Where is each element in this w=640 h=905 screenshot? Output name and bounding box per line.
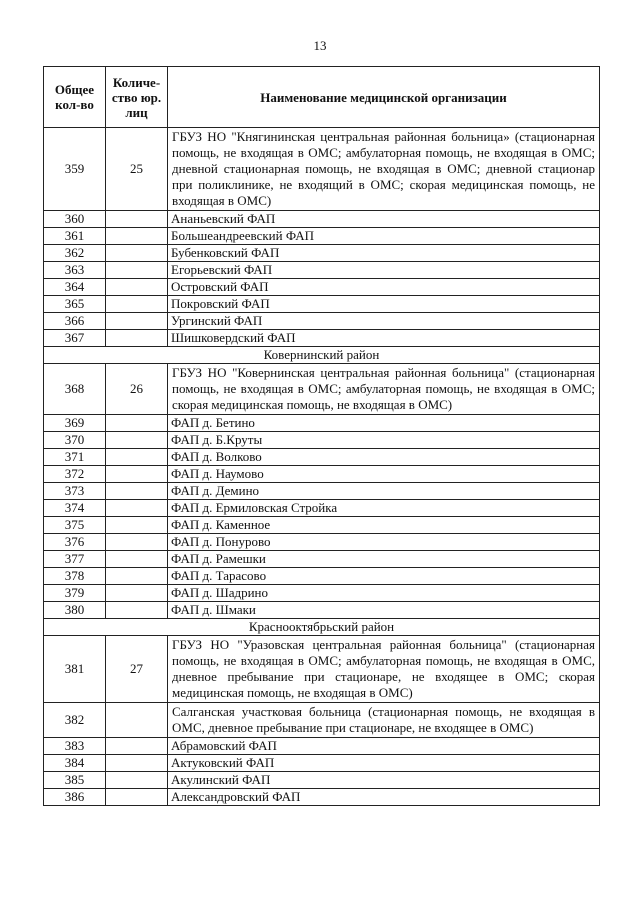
organization-name: ФАП д. Шмаки — [168, 602, 600, 619]
organization-name: Салганская участковая больница (стационарная помощь, не входящая в ОМС, дневное пребывание при стационаре, не входящее в ОМС) — [168, 703, 600, 738]
district-row — [44, 347, 600, 364]
organization-name: Актуковский ФАП — [168, 755, 600, 772]
table-row — [44, 364, 600, 415]
legal-entity-count — [106, 432, 168, 449]
table-row — [44, 211, 600, 228]
legal-entity-count: 25 — [106, 128, 168, 211]
table-row — [44, 636, 600, 703]
organization-name: Ургинский ФАП — [168, 313, 600, 330]
row-number: 379 — [44, 585, 106, 602]
table-row — [44, 262, 600, 279]
row-number: 362 — [44, 245, 106, 262]
row-number: 378 — [44, 568, 106, 585]
legal-entity-count — [106, 738, 168, 755]
row-number: 367 — [44, 330, 106, 347]
legal-entity-count — [106, 551, 168, 568]
table-row — [44, 245, 600, 262]
organization-name: ГБУЗ НО "Уразовская центральная районная больница" (стационарная помощь, не входящая в ОМС; амбулаторная помощь, не входящая в ОМС, дневное пребывание при стационаре, не входящее в ОМС; скорая медицинская помощь, не входящая в ОМС) — [168, 636, 600, 703]
row-number: 382 — [44, 703, 106, 738]
organization-name: ФАП д. Демино — [168, 483, 600, 500]
table-row — [44, 449, 600, 466]
organization-name: ФАП д. Шадрино — [168, 585, 600, 602]
row-number: 369 — [44, 415, 106, 432]
table-row — [44, 755, 600, 772]
table-row — [44, 296, 600, 313]
organization-name: ФАП д. Б.Круты — [168, 432, 600, 449]
legal-entity-count: 26 — [106, 364, 168, 415]
table-row — [44, 568, 600, 585]
table-row — [44, 128, 600, 211]
table-row — [44, 738, 600, 755]
row-number: 381 — [44, 636, 106, 703]
organization-name: ГБУЗ НО "Княгининская центральная районная больница» (стационарная помощь, не входящая в ОМС; амбулаторная помощь, не входящая в ОМС; дневной стационарная помощь, не входящая в ОМС; дневной стационар при поликлинике, не входящий в ОМС; скорая медицинская помощь, не входящая в ОМС) — [168, 128, 600, 211]
table-row — [44, 772, 600, 789]
row-number: 377 — [44, 551, 106, 568]
legal-entity-count — [106, 449, 168, 466]
legal-entity-count — [106, 500, 168, 517]
organization-name: ФАП д. Ермиловская Стройка — [168, 500, 600, 517]
legal-entity-count — [106, 245, 168, 262]
row-number: 384 — [44, 755, 106, 772]
medical-organizations-table — [43, 66, 600, 806]
table-body — [44, 128, 600, 806]
legal-entity-count — [106, 585, 168, 602]
row-number: 360 — [44, 211, 106, 228]
district-name: Ковернинский район — [44, 347, 600, 364]
legal-entity-count — [106, 279, 168, 296]
legal-entity-count — [106, 755, 168, 772]
organization-name: ФАП д. Тарасово — [168, 568, 600, 585]
legal-entity-count — [106, 296, 168, 313]
organization-name: ФАП д. Бетино — [168, 415, 600, 432]
table-row — [44, 228, 600, 245]
table-row — [44, 517, 600, 534]
legal-entity-count — [106, 228, 168, 245]
legal-entity-count — [106, 330, 168, 347]
row-number: 373 — [44, 483, 106, 500]
header-total: Общее кол-во — [44, 67, 106, 128]
table-row — [44, 279, 600, 296]
legal-entity-count — [106, 703, 168, 738]
organization-name: Александровский ФАП — [168, 789, 600, 806]
table-row — [44, 585, 600, 602]
row-number: 386 — [44, 789, 106, 806]
organization-name: Большеандреевский ФАП — [168, 228, 600, 245]
row-number: 359 — [44, 128, 106, 211]
legal-entity-count: 27 — [106, 636, 168, 703]
district-name: Краснооктябрьский район — [44, 619, 600, 636]
legal-entity-count — [106, 602, 168, 619]
legal-entity-count — [106, 568, 168, 585]
organization-name: Абрамовский ФАП — [168, 738, 600, 755]
table-row — [44, 602, 600, 619]
row-number: 383 — [44, 738, 106, 755]
organization-name: ФАП д. Понурово — [168, 534, 600, 551]
row-number: 368 — [44, 364, 106, 415]
table-row — [44, 703, 600, 738]
organization-name: Акулинский ФАП — [168, 772, 600, 789]
table-row — [44, 466, 600, 483]
district-row — [44, 619, 600, 636]
organization-name: Ананьевский ФАП — [168, 211, 600, 228]
organization-name: Шишковердский ФАП — [168, 330, 600, 347]
legal-entity-count — [106, 483, 168, 500]
table-row — [44, 313, 600, 330]
organization-name: ФАП д. Волково — [168, 449, 600, 466]
row-number: 374 — [44, 500, 106, 517]
row-number: 364 — [44, 279, 106, 296]
table-row — [44, 483, 600, 500]
legal-entity-count — [106, 466, 168, 483]
header-count: Количе-ство юр. лиц — [106, 67, 168, 128]
organization-name: Покровский ФАП — [168, 296, 600, 313]
row-number: 371 — [44, 449, 106, 466]
table-row — [44, 415, 600, 432]
table-row — [44, 551, 600, 568]
row-number: 372 — [44, 466, 106, 483]
legal-entity-count — [106, 772, 168, 789]
row-number: 370 — [44, 432, 106, 449]
table-row — [44, 789, 600, 806]
row-number: 375 — [44, 517, 106, 534]
row-number: 376 — [44, 534, 106, 551]
row-number: 365 — [44, 296, 106, 313]
legal-entity-count — [106, 789, 168, 806]
row-number: 361 — [44, 228, 106, 245]
table-header-row — [44, 67, 600, 128]
row-number: 385 — [44, 772, 106, 789]
legal-entity-count — [106, 517, 168, 534]
organization-name: Егорьевский ФАП — [168, 262, 600, 279]
organization-name: ФАП д. Рамешки — [168, 551, 600, 568]
legal-entity-count — [106, 534, 168, 551]
table-row — [44, 500, 600, 517]
organization-name: ФАП д. Наумово — [168, 466, 600, 483]
header-name: Наименование медицинской организации — [168, 67, 600, 128]
legal-entity-count — [106, 313, 168, 330]
organization-name: ГБУЗ НО "Ковернинская центральная районная больница" (стационарная помощь, не входящая в ОМС; амбулаторная помощь, не входящая в ОМС; скорая медицинская помощь, не входящая в ОМС) — [168, 364, 600, 415]
organization-name: Островский ФАП — [168, 279, 600, 296]
row-number: 366 — [44, 313, 106, 330]
legal-entity-count — [106, 262, 168, 279]
legal-entity-count — [106, 211, 168, 228]
table-row — [44, 330, 600, 347]
legal-entity-count — [106, 415, 168, 432]
page-number: 13 — [313, 38, 327, 53]
table-row — [44, 534, 600, 551]
table-row — [44, 432, 600, 449]
row-number: 380 — [44, 602, 106, 619]
row-number: 363 — [44, 262, 106, 279]
organization-name: ФАП д. Каменное — [168, 517, 600, 534]
organization-name: Бубенковский ФАП — [168, 245, 600, 262]
